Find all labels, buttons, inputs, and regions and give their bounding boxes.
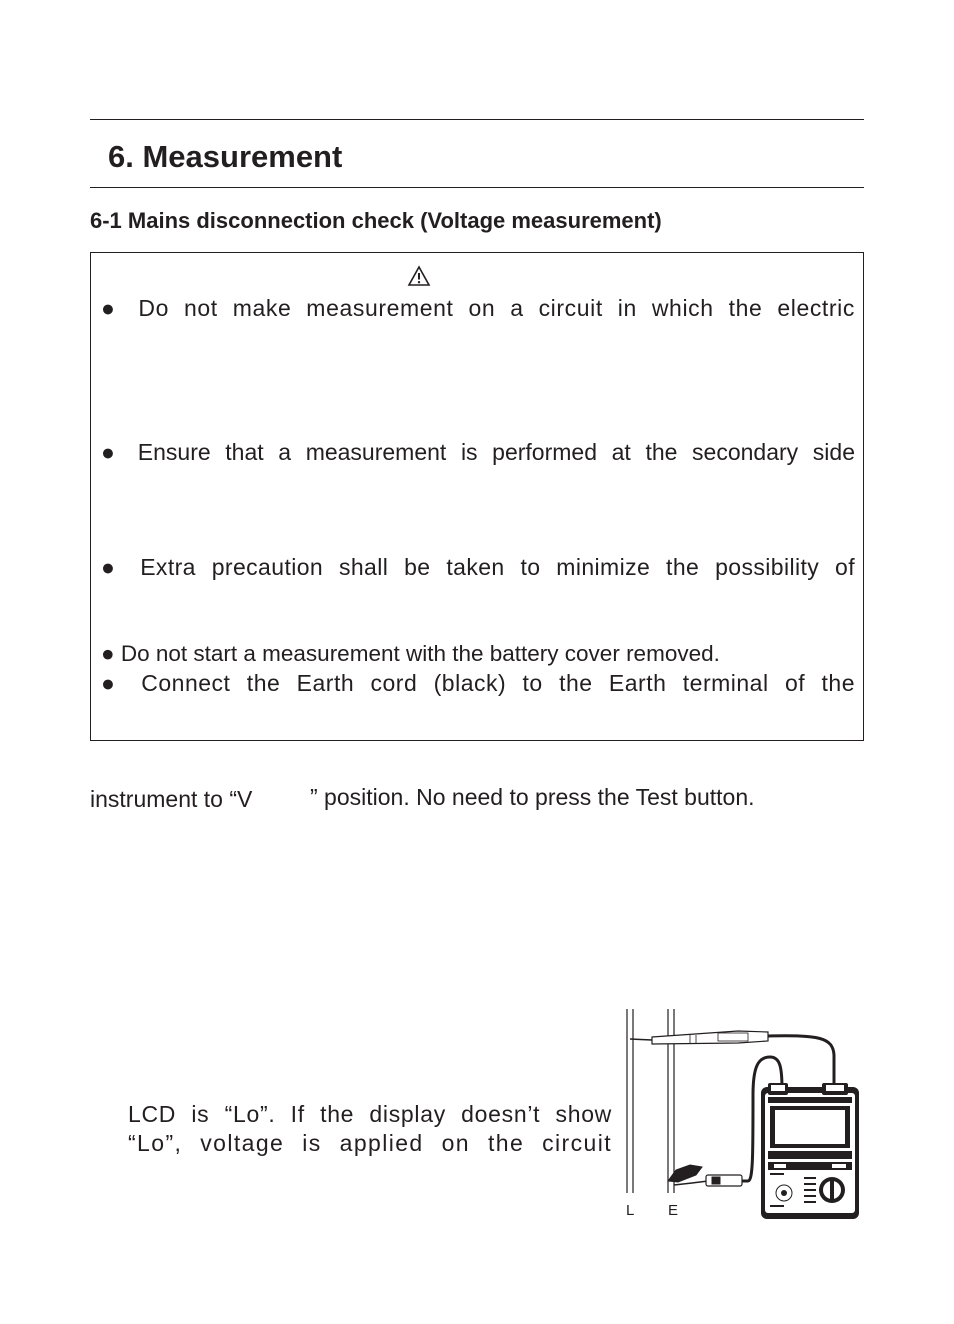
insulation-tester-device — [761, 1083, 859, 1219]
step-text: instrument to “V — [90, 786, 253, 812]
top-rule — [90, 119, 864, 120]
earth-terminal-label: E — [668, 1202, 679, 1219]
warning-item: ● Connect the Earth cord (black) to the Earth terminal of the — [101, 670, 855, 696]
earth-clip — [668, 1165, 742, 1186]
warning-box — [90, 252, 864, 741]
warning-item: ● Do not start a measurement with the battery cover removed. — [101, 641, 720, 666]
lcd-note-text: “Lo”, voltage is applied on the circuit — [128, 1130, 612, 1156]
warning-item: ● Do not make measurement on a circuit in which the electric — [101, 295, 855, 321]
lcd-note-text: LCD is “Lo”. If the display doesn’t show — [128, 1101, 612, 1127]
section-title: 6. Measurement — [108, 139, 343, 174]
line-terminal-label: L — [626, 1202, 635, 1219]
test-probe — [630, 1031, 768, 1044]
warning-item: ● Ensure that a measurement is performed at the secondary side — [101, 439, 855, 465]
warning-item: ● Extra precaution shall be taken to minimize the possibility of — [101, 554, 855, 580]
step-text: ” position. No need to press the Test button. — [310, 784, 755, 810]
warning-triangle-icon — [407, 265, 431, 287]
title-rule — [90, 187, 864, 188]
subsection-title: 6-1 Mains disconnection check (Voltage measurement) — [90, 208, 662, 233]
tester-connection-illustration — [618, 1005, 868, 1225]
